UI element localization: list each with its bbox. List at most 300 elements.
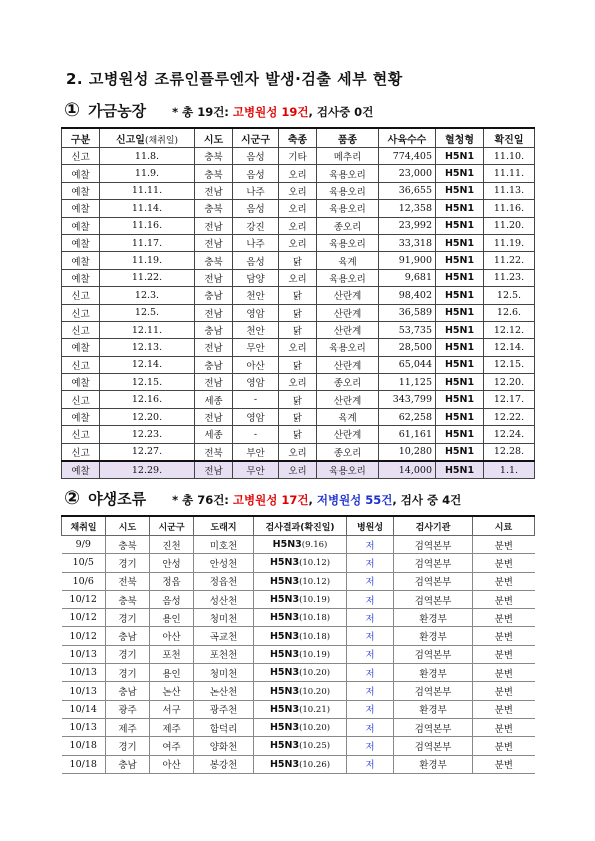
farm-cell-report-date: 12.27.	[100, 443, 195, 461]
wild-cell-city: 안성	[150, 554, 194, 572]
farm-cell-report-date: 12.3.	[100, 287, 195, 304]
farm-cell-report-date: 11.8.	[100, 148, 195, 165]
farm-cell-species: 오리	[279, 443, 317, 461]
farm-cell-breed: 산란계	[317, 304, 379, 321]
farm-cell-province: 전북	[195, 443, 233, 461]
farm-cell-count: 33,318	[379, 234, 436, 251]
farm-header-count: 사육수수	[379, 128, 436, 148]
farm-cell-city: 나주	[233, 182, 279, 199]
wild-cell-site: 안성천	[194, 554, 254, 572]
farm-cell-serotype: H5N1	[436, 426, 484, 443]
farm-cell-count: 98,402	[379, 287, 436, 304]
farm-cell-breed: 종오리	[317, 374, 379, 391]
wild-cell-specimen: 분변	[473, 536, 535, 554]
table-row	[62, 627, 535, 645]
farm-cell-province: 충남	[195, 356, 233, 373]
table-row	[62, 755, 535, 773]
wild-cell-confirm-date: (10.20)	[299, 668, 331, 679]
farm-cell-species: 오리	[279, 182, 317, 199]
farm-cell-breed: 메추리	[317, 148, 379, 165]
table-row	[62, 200, 535, 217]
wild-cell-result	[254, 645, 347, 663]
farm-cell-count: 91,900	[379, 252, 436, 269]
farm-cell-breed: 종오리	[317, 217, 379, 234]
table-row	[62, 737, 535, 755]
table-row	[62, 374, 535, 391]
wild-header-agency: 검사기관	[394, 516, 473, 536]
wild-cell-city: 논산	[150, 682, 194, 700]
wild-cell-agency: 검역본부	[394, 554, 473, 572]
wild-table-header	[62, 516, 535, 536]
wild-cell-pathogenicity: 저	[347, 755, 394, 773]
wild-cell-site: 논산천	[194, 682, 254, 700]
wild-cell-province: 충남	[106, 682, 150, 700]
farm-cell-type: 예찰	[62, 234, 100, 251]
farm-header-species: 축종	[279, 128, 317, 148]
section-title: 2. 고병원성 조류인플루엔자 발생·검출 세부 현황	[66, 70, 403, 88]
wild-cell-pathogenicity: 저	[347, 718, 394, 736]
wild-cell-sample-date: 10/13	[62, 682, 106, 700]
wild-cell-city: 제주	[150, 718, 194, 736]
farm-cell-type: 예찰	[62, 252, 100, 269]
farm-cell-breed: 산란계	[317, 321, 379, 338]
wild-cell-site: 정읍천	[194, 572, 254, 590]
farm-cell-city: 음성	[233, 252, 279, 269]
farm-cell-report-date: 11.17.	[100, 234, 195, 251]
wild-header-result: 검사결과(확진일)	[254, 516, 347, 536]
wild-cell-sample-date: 10/18	[62, 737, 106, 755]
farm-cell-province: 충북	[195, 200, 233, 217]
table-row	[62, 682, 535, 700]
farm-cell-confirm-date: 11.23.	[484, 269, 535, 286]
farm-cell-confirm-date: 11.22.	[484, 252, 535, 269]
table-row	[62, 443, 535, 461]
farm-cell-type: 예찰	[62, 408, 100, 425]
wild-cell-agency: 검역본부	[394, 572, 473, 590]
table-row	[62, 269, 535, 286]
wild-marker: ②	[64, 487, 81, 509]
wild-cell-specimen: 분변	[473, 718, 535, 736]
farm-cell-province: 충북	[195, 148, 233, 165]
wild-cell-agency: 검역본부	[394, 718, 473, 736]
wild-cell-result	[254, 590, 347, 608]
wild-cell-sample-date: 10/12	[62, 627, 106, 645]
farm-note-high: 고병원성 19건	[232, 105, 309, 119]
farm-header-province: 시도	[195, 128, 233, 148]
farm-header-confirm-date: 확진일	[484, 128, 535, 148]
wild-cell-pathogenicity: 저	[347, 554, 394, 572]
wild-cell-subtype: H5N3	[269, 667, 300, 679]
wild-cell-sample-date: 10/12	[62, 590, 106, 608]
farm-cell-type: 예찰	[62, 217, 100, 234]
wild-cell-province: 전북	[106, 572, 150, 590]
table-row	[62, 590, 535, 608]
farm-cell-confirm-date: 11.11.	[484, 165, 535, 182]
wild-cell-subtype: H5N3	[269, 594, 300, 606]
farm-cell-report-date: 12.15.	[100, 374, 195, 391]
farm-marker: ①	[64, 99, 81, 121]
farm-cell-confirm-date: 11.20.	[484, 217, 535, 234]
farm-cell-count: 62,258	[379, 408, 436, 425]
farm-cell-species: 오리	[279, 269, 317, 286]
table-row	[62, 572, 535, 590]
farm-cell-breed: 육용오리	[317, 200, 379, 217]
table-row	[62, 408, 535, 425]
wild-cell-agency: 환경부	[394, 627, 473, 645]
farm-cell-type: 신고	[62, 304, 100, 321]
wild-cell-subtype: H5N3	[269, 557, 300, 569]
wild-cell-result	[254, 627, 347, 645]
wild-cell-agency: 검역본부	[394, 590, 473, 608]
wild-cell-subtype: H5N3	[269, 758, 300, 770]
wild-cell-agency: 검역본부	[394, 645, 473, 663]
farm-cell-report-date: 12.29.	[100, 461, 195, 479]
wild-cell-site: 광주천	[194, 700, 254, 718]
farm-cell-confirm-date: 12.24.	[484, 426, 535, 443]
farm-cell-breed: 산란계	[317, 356, 379, 373]
farm-cell-type: 예찰	[62, 165, 100, 182]
farm-cell-report-date: 11.14.	[100, 200, 195, 217]
wild-cell-specimen: 분변	[473, 554, 535, 572]
wild-cell-confirm-date: (10.19)	[299, 649, 331, 660]
table-row	[62, 664, 535, 682]
farm-cell-serotype: H5N1	[436, 200, 484, 217]
wild-cell-result	[254, 755, 347, 773]
farm-cell-count: 53,735	[379, 321, 436, 338]
wild-cell-pathogenicity: 저	[347, 572, 394, 590]
farm-cell-serotype: H5N1	[436, 304, 484, 321]
wild-cell-city: 서구	[150, 700, 194, 718]
farm-cell-confirm-date: 11.13.	[484, 182, 535, 199]
table-row	[62, 554, 535, 572]
farm-cell-serotype: H5N1	[436, 269, 484, 286]
wild-cell-subtype: H5N3	[269, 575, 300, 587]
farm-cell-report-date: 12.16.	[100, 391, 195, 408]
farm-cell-species: 오리	[279, 165, 317, 182]
table-row	[62, 165, 535, 182]
wild-cell-pathogenicity: 저	[347, 682, 394, 700]
wild-cell-agency: 환경부	[394, 755, 473, 773]
farm-cell-report-date: 12.11.	[100, 321, 195, 338]
farm-cell-city: -	[233, 391, 279, 408]
farm-cell-breed: 육용오리	[317, 269, 379, 286]
wild-cell-result	[254, 718, 347, 736]
wild-table	[61, 515, 535, 774]
farm-cell-type: 신고	[62, 356, 100, 373]
wild-cell-agency: 환경부	[394, 609, 473, 627]
wild-cell-site: 청미천	[194, 609, 254, 627]
wild-cell-result	[254, 609, 347, 627]
farm-cell-serotype: H5N1	[436, 182, 484, 199]
wild-cell-sample-date: 10/6	[62, 572, 106, 590]
wild-cell-specimen: 분변	[473, 590, 535, 608]
table-row	[62, 356, 535, 373]
wild-header-site: 도래지	[194, 516, 254, 536]
wild-cell-result	[254, 664, 347, 682]
farm-cell-confirm-date: 12.14.	[484, 339, 535, 356]
farm-cell-province: 충남	[195, 287, 233, 304]
table-row	[62, 321, 535, 338]
farm-cell-type: 신고	[62, 321, 100, 338]
wild-cell-agency: 검역본부	[394, 536, 473, 554]
farm-cell-confirm-date: 11.10.	[484, 148, 535, 165]
wild-cell-province: 경기	[106, 609, 150, 627]
wild-subtitle	[64, 487, 461, 509]
farm-cell-serotype: H5N1	[436, 339, 484, 356]
wild-cell-specimen: 분변	[473, 609, 535, 627]
table-row	[62, 148, 535, 165]
wild-cell-city: 진천	[150, 536, 194, 554]
farm-cell-count: 65,044	[379, 356, 436, 373]
farm-header-report-date-label: 신고일	[115, 134, 145, 146]
farm-cell-province: 전남	[195, 217, 233, 234]
farm-cell-type: 신고	[62, 426, 100, 443]
farm-header-city: 시군구	[233, 128, 279, 148]
table-row	[62, 182, 535, 199]
wild-cell-city: 아산	[150, 627, 194, 645]
wild-cell-province: 경기	[106, 664, 150, 682]
farm-cell-breed: 산란계	[317, 287, 379, 304]
farm-cell-species: 닭	[279, 408, 317, 425]
farm-cell-city: 담양	[233, 269, 279, 286]
farm-cell-confirm-date: 12.12.	[484, 321, 535, 338]
farm-cell-breed: 육계	[317, 252, 379, 269]
wild-note-prefix: * 총 76건:	[172, 493, 233, 507]
wild-cell-province: 경기	[106, 554, 150, 572]
farm-cell-report-date: 12.14.	[100, 356, 195, 373]
wild-cell-sample-date: 10/14	[62, 700, 106, 718]
farm-cell-confirm-date: 12.17.	[484, 391, 535, 408]
farm-cell-report-date: 12.20.	[100, 408, 195, 425]
farm-cell-confirm-date: 11.16.	[484, 200, 535, 217]
farm-cell-city: 무안	[233, 461, 279, 479]
farm-cell-breed: 산란계	[317, 391, 379, 408]
farm-header-report-date	[100, 128, 195, 148]
wild-cell-confirm-date: (10.20)	[299, 686, 331, 697]
wild-note-high: 고병원성 17건	[232, 493, 309, 507]
wild-header-city: 시군구	[150, 516, 194, 536]
table-row	[62, 426, 535, 443]
farm-cell-serotype: H5N1	[436, 321, 484, 338]
farm-cell-count: 23,992	[379, 217, 436, 234]
farm-cell-city: -	[233, 426, 279, 443]
farm-cell-city: 무안	[233, 339, 279, 356]
farm-cell-type: 예찰	[62, 461, 100, 479]
wild-cell-result	[254, 572, 347, 590]
farm-cell-serotype: H5N1	[436, 374, 484, 391]
farm-cell-city: 영암	[233, 408, 279, 425]
wild-cell-result	[254, 536, 347, 554]
farm-cell-type: 신고	[62, 287, 100, 304]
farm-cell-breed: 산란계	[317, 426, 379, 443]
farm-cell-city: 영암	[233, 374, 279, 391]
farm-cell-count: 343,799	[379, 391, 436, 408]
farm-cell-province: 전남	[195, 461, 233, 479]
farm-note-prefix: * 총 19건:	[172, 105, 233, 119]
table-row	[62, 287, 535, 304]
farm-cell-type: 예찰	[62, 269, 100, 286]
farm-cell-breed: 육용오리	[317, 182, 379, 199]
farm-cell-province: 전남	[195, 182, 233, 199]
farm-cell-species: 오리	[279, 200, 317, 217]
wild-cell-pathogenicity: 저	[347, 700, 394, 718]
farm-cell-type: 신고	[62, 443, 100, 461]
farm-cell-province: 세종	[195, 426, 233, 443]
farm-cell-province: 충남	[195, 321, 233, 338]
wild-cell-site: 청미천	[194, 664, 254, 682]
wild-cell-sample-date: 10/13	[62, 718, 106, 736]
farm-cell-species: 닭	[279, 287, 317, 304]
farm-title: 가금농장	[88, 102, 147, 120]
wild-cell-province: 경기	[106, 645, 150, 663]
table-row	[62, 252, 535, 269]
farm-cell-serotype: H5N1	[436, 165, 484, 182]
farm-cell-serotype: H5N1	[436, 217, 484, 234]
farm-cell-report-date: 12.23.	[100, 426, 195, 443]
wild-cell-specimen: 분변	[473, 645, 535, 663]
wild-cell-province: 경기	[106, 737, 150, 755]
wild-title: 야생조류	[88, 490, 147, 508]
farm-cell-confirm-date: 11.19.	[484, 234, 535, 251]
farm-cell-confirm-date: 12.5.	[484, 287, 535, 304]
wild-summary	[172, 493, 461, 507]
farm-subtitle	[64, 99, 373, 121]
wild-cell-agency: 검역본부	[394, 737, 473, 755]
wild-cell-subtype: H5N3	[269, 703, 300, 715]
farm-cell-report-date: 11.9.	[100, 165, 195, 182]
farm-cell-serotype: H5N1	[436, 408, 484, 425]
wild-cell-subtype: H5N3	[269, 612, 300, 624]
farm-cell-serotype: H5N1	[436, 148, 484, 165]
farm-cell-count: 36,589	[379, 304, 436, 321]
farm-cell-city: 음성	[233, 165, 279, 182]
farm-cell-serotype: H5N1	[436, 287, 484, 304]
farm-cell-count: 14,000	[379, 461, 436, 479]
farm-cell-type: 신고	[62, 391, 100, 408]
wild-cell-specimen: 분변	[473, 682, 535, 700]
table-row	[62, 339, 535, 356]
wild-header-specimen: 시료	[473, 516, 535, 536]
farm-cell-province: 세종	[195, 391, 233, 408]
farm-header-type: 구분	[62, 128, 100, 148]
wild-cell-sample-date: 10/13	[62, 645, 106, 663]
wild-cell-specimen: 분변	[473, 664, 535, 682]
wild-cell-pathogenicity: 저	[347, 536, 394, 554]
wild-cell-result	[254, 737, 347, 755]
farm-cell-species: 닭	[279, 304, 317, 321]
farm-cell-count: 11,125	[379, 374, 436, 391]
table-row	[62, 700, 535, 718]
farm-cell-type: 예찰	[62, 182, 100, 199]
wild-cell-city: 용인	[150, 609, 194, 627]
wild-cell-specimen: 분변	[473, 572, 535, 590]
farm-cell-species: 오리	[279, 217, 317, 234]
farm-cell-count: 774,405	[379, 148, 436, 165]
wild-cell-pathogenicity: 저	[347, 737, 394, 755]
farm-table-header	[62, 128, 535, 148]
wild-cell-province: 광주	[106, 700, 150, 718]
farm-cell-type: 예찰	[62, 200, 100, 217]
wild-cell-agency: 환경부	[394, 664, 473, 682]
farm-cell-confirm-date: 1.1.	[484, 461, 535, 479]
table-row	[62, 304, 535, 321]
farm-cell-province: 전남	[195, 234, 233, 251]
farm-cell-report-date: 12.13.	[100, 339, 195, 356]
wild-cell-confirm-date: (10.12)	[299, 576, 331, 587]
farm-cell-city: 음성	[233, 200, 279, 217]
wild-cell-subtype: H5N3	[269, 685, 300, 697]
farm-cell-species: 닭	[279, 426, 317, 443]
wild-note-mid: ,	[308, 493, 317, 507]
farm-cell-report-date: 11.22.	[100, 269, 195, 286]
farm-cell-serotype: H5N1	[436, 234, 484, 251]
wild-cell-agency: 검역본부	[394, 682, 473, 700]
farm-cell-serotype: H5N1	[436, 461, 484, 479]
farm-summary	[172, 105, 373, 119]
farm-cell-confirm-date: 12.28.	[484, 443, 535, 461]
farm-table	[61, 127, 535, 479]
wild-cell-specimen: 분변	[473, 737, 535, 755]
farm-cell-species: 오리	[279, 374, 317, 391]
wild-cell-subtype: H5N3	[269, 740, 300, 752]
farm-header-serotype: 혈청형	[436, 128, 484, 148]
farm-cell-city: 부안	[233, 443, 279, 461]
wild-cell-sample-date: 9/9	[62, 536, 106, 554]
farm-cell-confirm-date: 12.6.	[484, 304, 535, 321]
farm-cell-species: 오리	[279, 234, 317, 251]
farm-header-sample-date-label: (채취일)	[144, 135, 179, 146]
farm-cell-species: 닭	[279, 252, 317, 269]
wild-cell-city: 아산	[150, 755, 194, 773]
farm-cell-count: 12,358	[379, 200, 436, 217]
wild-cell-site: 포천천	[194, 645, 254, 663]
wild-cell-specimen: 분변	[473, 627, 535, 645]
farm-cell-count: 28,500	[379, 339, 436, 356]
wild-cell-province: 제주	[106, 718, 150, 736]
farm-cell-species: 닭	[279, 356, 317, 373]
wild-note-low: 저병원성 55건	[316, 493, 393, 507]
farm-cell-city: 천안	[233, 321, 279, 338]
wild-cell-subtype: H5N3	[272, 539, 302, 551]
wild-cell-site: 성산천	[194, 590, 254, 608]
farm-cell-type: 예찰	[62, 339, 100, 356]
farm-cell-serotype: H5N1	[436, 356, 484, 373]
farm-cell-count: 61,161	[379, 426, 436, 443]
farm-cell-species: 닭	[279, 391, 317, 408]
wild-cell-sample-date: 10/18	[62, 755, 106, 773]
farm-cell-count: 36,655	[379, 182, 436, 199]
farm-cell-report-date: 12.5.	[100, 304, 195, 321]
farm-cell-serotype: H5N1	[436, 443, 484, 461]
wild-cell-confirm-date: (10.25)	[299, 741, 331, 752]
wild-cell-result	[254, 682, 347, 700]
wild-cell-province: 충남	[106, 755, 150, 773]
wild-cell-pathogenicity: 저	[347, 609, 394, 627]
wild-cell-confirm-date: (10.18)	[299, 613, 331, 624]
wild-cell-province: 충북	[106, 590, 150, 608]
farm-cell-province: 전남	[195, 374, 233, 391]
wild-cell-confirm-date: (10.19)	[299, 595, 331, 606]
wild-cell-site: 곡교천	[194, 627, 254, 645]
farm-cell-province: 전남	[195, 269, 233, 286]
wild-cell-site: 함덕리	[194, 718, 254, 736]
farm-cell-province: 충북	[195, 252, 233, 269]
table-row	[62, 391, 535, 408]
wild-cell-province: 충북	[106, 536, 150, 554]
wild-cell-city: 정읍	[150, 572, 194, 590]
table-row	[62, 217, 535, 234]
wild-cell-specimen: 분변	[473, 700, 535, 718]
